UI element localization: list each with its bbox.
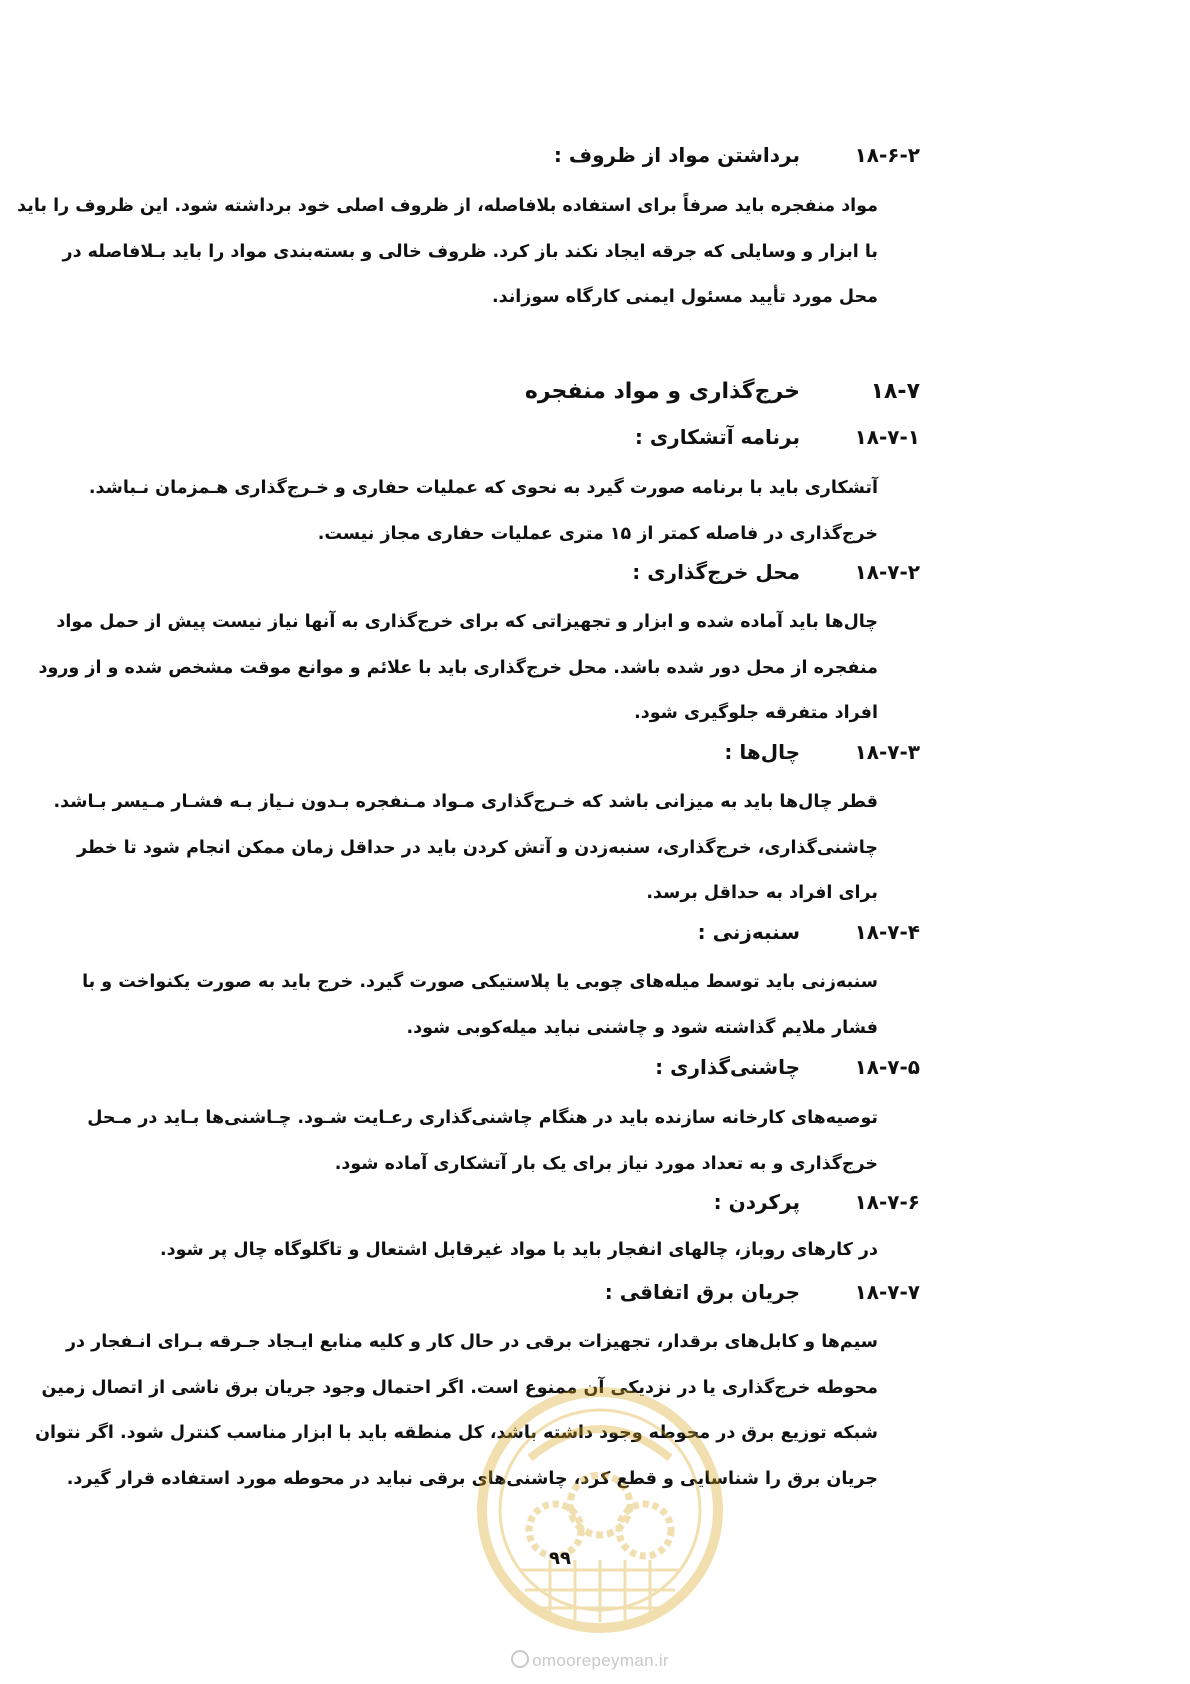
section-number: ۱۸-۷-۷ bbox=[854, 1280, 920, 1304]
section-heading-18-7 bbox=[320, 379, 920, 411]
paragraph-line: آتشکاری باید با برنامه صورت گیرد به نحوی که عملیات حفاری و خـرج‌گذاری هـمزمان نـباشد. bbox=[88, 478, 878, 498]
paragraph-line: محوطه خرج‌گذاری یا در نزدیکی آن ممنوع است. اگر احتمال وجود جریان برق ناشی از اتصال زمین bbox=[41, 1377, 878, 1398]
section-heading-18-7-7 bbox=[320, 1280, 920, 1310]
paragraph-line: شبکه توزیع برق در محوطه وجود داشته باشد، کل منطقه باید با ابزار مناسب کنترل شود. اگر نتوان bbox=[35, 1423, 878, 1443]
paragraph-line: مواد منفجره باید صرفاً برای استفاده بلافاصله، از ظروف اصلی خود برداشته شود. این ظروف را باید bbox=[17, 196, 878, 216]
section-paragraph bbox=[87, 1096, 878, 1187]
paragraph-line: سیم‌ها و کابل‌های برقدار، تجهیزات برقی در حال کار و کلیه منابع ایـجاد جـرقه بـرای انـفجار در bbox=[65, 1332, 878, 1352]
paragraph-line: منفجره از محل دور شده باشد. محل خرج‌گذاری باید با علائم و موانع موقت مشخص شده و از ورود bbox=[38, 657, 878, 678]
paragraph-line: سنبه‌زنی باید توسط میله‌های چوبی یا پلاستیکی صورت گیرد. خرج باید به صورت یکنواخت و با bbox=[82, 972, 878, 992]
section-heading-18-7-2 bbox=[320, 560, 920, 590]
footer-website bbox=[470, 1650, 710, 1671]
paragraph-line: افراد متفرقه جلوگیری شود. bbox=[634, 703, 878, 723]
paragraph-line: برای افراد به حداقل برسد. bbox=[646, 883, 878, 903]
paragraph-line: محل مورد تأیید مسئول ایمنی کارگاه سوزاند. bbox=[491, 287, 878, 307]
section-title: برداشتن مواد از ظروف : bbox=[553, 143, 800, 167]
section-number: ۱۸-۷-۵ bbox=[854, 1055, 920, 1079]
section-paragraph bbox=[140, 1228, 878, 1274]
footer-website-text: omoorepeyman.ir bbox=[532, 1651, 669, 1670]
section-heading-18-7-6 bbox=[320, 1190, 920, 1220]
section-number: ۱۸-۷-۴ bbox=[854, 920, 920, 944]
seal-logo-icon bbox=[470, 1380, 730, 1640]
section-title: چال‌ها : bbox=[724, 740, 800, 764]
section-title: جریان برق اتفاقی : bbox=[604, 1280, 800, 1304]
section-paragraph bbox=[82, 960, 878, 1051]
section-title: محل خرج‌گذاری : bbox=[632, 560, 800, 584]
section-number: ۱۸-۶-۲ bbox=[854, 143, 920, 167]
section-number: ۱۸-۷ bbox=[870, 379, 920, 404]
section-number: ۱۸-۷-۱ bbox=[854, 425, 920, 449]
paragraph-line: چال‌ها باید آماده شده و ابزار و تجهیزاتی که برای خرج‌گذاری به آنها نیاز نیست پیش از حمل مواد bbox=[56, 612, 878, 632]
paragraph-line: با ابزار و وسایلی که جرقه ایجاد نکند باز کرد. ظروف خالی و بسته‌بندی مواد را باید بـلافاصله در bbox=[62, 241, 878, 262]
section-title: برنامه آتشکاری : bbox=[634, 425, 800, 449]
section-number: ۱۸-۷-۳ bbox=[854, 740, 920, 764]
paragraph-line: خرج‌گذاری در فاصله کمتر از ۱۵ متری عملیات حفاری مجاز نیست. bbox=[317, 523, 878, 544]
paragraph-line: قطر چال‌ها باید به میزانی باشد که خـرج‌گذاری مـواد مـنفجره بـدون نـیاز بـه فشـار مـیسر بـاشد. bbox=[53, 792, 878, 812]
paragraph-line: جریان برق را شناسایی و قطع کرد، چاشنی‌های برقی نباید در محوطه مورد استفاده قرار گیرد. bbox=[66, 1468, 878, 1489]
section-number: ۱۸-۷-۶ bbox=[854, 1190, 920, 1214]
paragraph-line: خرج‌گذاری و به تعداد مورد نیاز برای یک بار آتشکاری آماده شود. bbox=[334, 1153, 878, 1174]
paragraph-line: توصیه‌های کارخانه سازنده باید در هنگام چاشنی‌گذاری رعـایت شـود. چـاشنی‌ها بـاید در مـحل bbox=[87, 1108, 878, 1128]
section-paragraph bbox=[38, 600, 878, 737]
section-heading-18-7-3 bbox=[320, 740, 920, 770]
section-heading-18-7-5 bbox=[320, 1055, 920, 1085]
section-number: ۱۸-۷-۲ bbox=[854, 560, 920, 584]
section-title: پرکردن : bbox=[713, 1190, 800, 1214]
paragraph-line: فشار ملایم گذاشته شود و چاشنی نباید میله‌کوبی شود. bbox=[406, 1017, 878, 1038]
section-heading-18-6-2 bbox=[320, 143, 920, 173]
section-title: سنبه‌زنی : bbox=[697, 920, 800, 944]
section-title: چاشنی‌گذاری : bbox=[655, 1055, 800, 1079]
section-title: خرج‌گذاری و مواد منفجره bbox=[524, 379, 800, 404]
section-paragraph bbox=[53, 780, 878, 917]
section-paragraph bbox=[17, 184, 878, 321]
paragraph-line: در کارهای روباز، چالهای انفجار باید با مواد غیرقابل اشتعال و تاگلوگاه چال پر شود. bbox=[159, 1240, 878, 1260]
section-heading-18-7-4 bbox=[320, 920, 920, 950]
paragraph-line: چاشنی‌گذاری، خرج‌گذاری، سنبه‌زدن و آتش کردن باید در حداقل زمان ممکن انجام شود تا خطر bbox=[76, 837, 878, 858]
section-heading-18-7-1 bbox=[320, 425, 920, 455]
section-paragraph bbox=[88, 466, 878, 557]
at-icon bbox=[511, 1650, 529, 1668]
page-number: ۹۹ bbox=[549, 1548, 571, 1569]
